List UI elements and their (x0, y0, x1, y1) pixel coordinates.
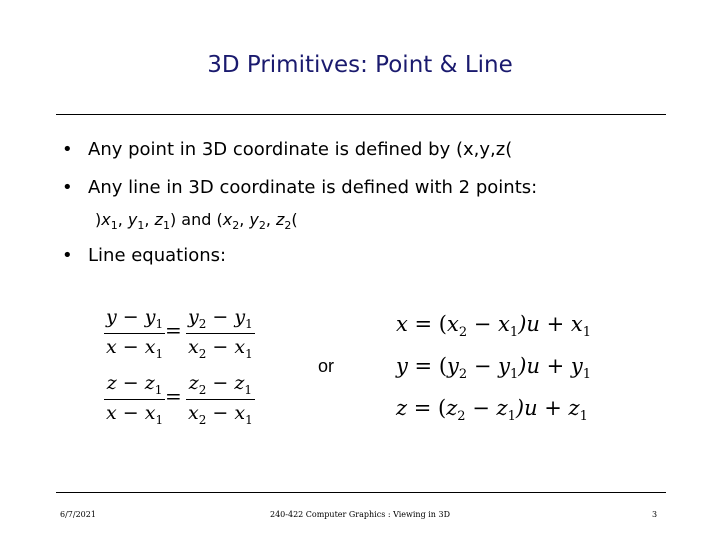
title-divider (56, 114, 666, 115)
bullet-line-equations (62, 245, 226, 266)
bullet-text: Any point in 3D coordinate is defined by (x,y,z( (88, 139, 513, 160)
parametric-y-equation: $y = (y_2 - y_1)u + y_1$ (396, 354, 592, 383)
bullet-marker: • (62, 139, 73, 160)
footer-date: 6/7/2021 (60, 510, 96, 519)
bullet-marker: • (62, 245, 73, 266)
parametric-x-equation: $x = (x_2 - x_1)u + x_1$ (396, 312, 591, 341)
fraction-z2-over-x2: $z_2 - z_1$ $x_2 - x_1$ (188, 372, 253, 427)
slide-title: 3D Primitives: Point & Line (207, 52, 513, 78)
footer-divider (56, 492, 666, 493)
footer-course: 240-422 Computer Graphics : Viewing in 3D (270, 510, 450, 519)
bullet-point-definition (62, 139, 512, 160)
fraction-y-over-x: $y - y_1$ $x - x_1$ (106, 306, 164, 361)
bullet-text: Line equations: (88, 245, 227, 266)
bullet-line-definition (62, 177, 537, 198)
bullet-text: Any line in 3D coordinate is defined with 2 points: (88, 177, 538, 198)
fraction-z-over-x: $z - z_1$ $x - x_1$ (106, 372, 164, 427)
fraction-y2-over-x2: $y_2 - y_1$ $x_2 - x_1$ (188, 306, 253, 361)
footer-page-number: 3 (652, 510, 658, 519)
two-points-line: )$x_1$, $y_1$, $z_1$) and ($x_2$, $y_2$, $z_2$( (95, 210, 298, 233)
equals-sign: = (165, 318, 182, 342)
parametric-z-equation: $z = (z_2 - z_1)u + z_1$ (396, 396, 588, 425)
or-label: or (318, 356, 335, 376)
bullet-marker: • (62, 177, 73, 198)
equals-sign: = (165, 384, 182, 408)
